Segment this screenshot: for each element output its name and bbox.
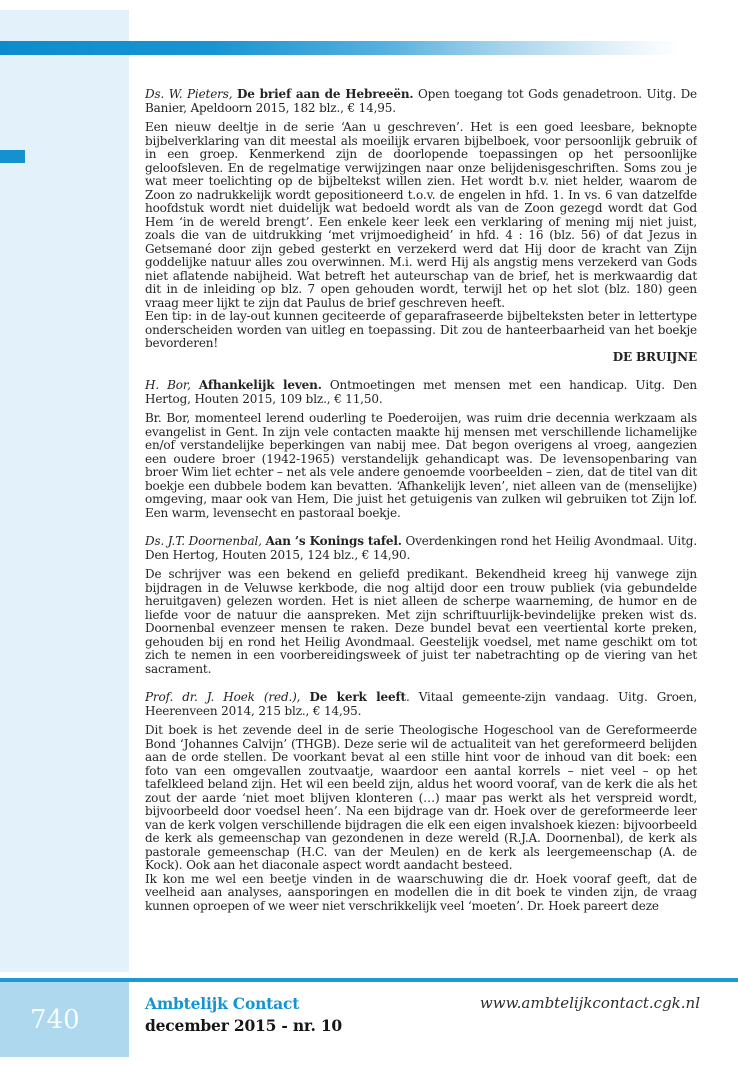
review-subtitle-publisher: Ontmoetingen met mensen met een handicap. Uitg. Den Hertog, Houten 2015, 109 blz., € 11,50.	[145, 378, 697, 406]
review-item	[145, 379, 697, 520]
page-number: 740	[30, 1004, 80, 1035]
journal-title: Ambtelijk Contact	[145, 994, 300, 1013]
journal-website: www.ambtelijkcontact.cgk.nl	[479, 994, 700, 1012]
review-paragraph: Een nieuw deeltje in de serie ‘Aan u geschreven’. Het is een goed leesbare, beknopte bijbelverklaring van dit meestal als moeilijk ervaren bijbelboek, voor persoonlijk gebruik of in een groep. Kenmerkend zijn de doorlopende toepassingen op het persoonlijke geloofsleven. En de regelmatige verwijzingen naar onze belijdenisgeschriften. Soms zou je wat meer toelichting op de bijbeltekst willen zien. Het wordt b.v. niet helder, waarom de Zoon zo nadrukkelijk wordt gepositioneerd t.o.v. de engelen in hfd. 1. In vs. 6 van datzelfde hoofdstuk wordt niet duidelijk wat bedoeld wordt als van de Zoon gezegd wordt dat God Hem ‘in de wereld brengt’. Een enkele keer leek een verklaring of mening mij niet juist, zoals die van de uitdrukking ‘met vrijmoedigheid’ in hfd. 4 : 16 (blz. 56) of dat Jezus in Getsemané door zijn gebed gesterkt en verzekerd werd dat Hij door de kracht van Zijn goddelijke natuur alles zou overwinnen. M.i. werd Hij als angstig mens verzekerd van Gods niet aflatende nabijheid. Wat betreft het auteurschap van de brief, het is merkwaardig dat dit in de inleiding op blz. 7 open gehouden wordt, terwijl het op het slot (blz. 180) geen vraag meer lijkt te zijn dat Paulus de brief geschreven heeft.	[145, 120, 697, 310]
review-paragraph: Dit boek is het zevende deel in de serie Theologische Hogeschool van de Gereformeerde Bond ‘Johannes Calvijn’ (THGB). Deze serie wil de actualiteit van het gereformeerd belijden aan de orde stellen. De voorkant bevat al een stille hint voor de inhoud van dit boek: een foto van een omgevallen zoutvaatje, waardoor een aantal korrels – niet veel – op het tafelkleed beland zijn. Het wil een beeld zijn, aldus het woord vooraf, van de kerk die als het zout der aarde ‘niet moet blijven klonteren (…) maar pas werkt als het verspreid wordt, bijvoorbeeld door voedsel heen’. Na een bijdrage van dr. Hoek over de gereformeerde leer van de kerk volgen verschillende bijdragen die elk een eigen invalshoek kiezen: bijvoorbeeld de kerk als gemeenschap van gezondenen in deze wereld (R.J.A. Doornenbal), de kerk als pastorale gemeenschap (H.C. van der Meulen) en de kerk als leergemeenschap (A. de Kock). Ook aan het diaconale aspect wordt aandacht besteed.	[145, 723, 697, 872]
book-reviews-column	[145, 88, 697, 978]
review-item	[145, 691, 697, 913]
review-author: H. Bor,	[145, 378, 191, 392]
review-author: Prof. dr. J. Hoek (red.),	[145, 690, 301, 704]
review-subtitle-publisher: Open toegang tot Gods genadetroon. Uitg. De Banier, Apeldoorn 2015, 182 blz., € 14,95.	[145, 88, 697, 115]
review-heading	[145, 379, 697, 406]
review-heading	[145, 691, 697, 718]
review-body	[145, 568, 697, 676]
book-title: De kerk leeft	[309, 690, 406, 704]
review-paragraph: Br. Bor, momenteel lerend ouderling te Poederoijen, was ruim drie decennia werkzaam als evangelist in Gent. In zijn vele contacten maakte hij mensen met verschillende lichamelijke en/of verstandelijke beperkingen van nabij mee. Dat begon overigens al vroeg, aangezien een oudere broer (1942-1965) verstandelijk gehandicapt was. De levensopenbaring van broer Wim liet echter – net als vele andere genoemde voorbeelden – zien, dat de titel van dit boekje een dubbele bodem kan bevatten. ‘Afhankelijk leven’, niet alleen van de (menselijke) omgeving, maar ook van Hem, Die juist het getuigenis van zulken wil gebruiken tot Zijn lof. Een warm, levensecht en pastoraal boekje.	[145, 411, 697, 520]
book-title: Aan ’s Konings tafel.	[265, 534, 402, 548]
review-author: Ds. J.T. Doornenbal,	[145, 534, 262, 548]
review-body	[145, 121, 697, 351]
book-title: Afhankelijk leven.	[198, 378, 322, 392]
review-paragraph: Ik kon me wel een beetje vinden in de waarschuwing die dr. Hoek vooraf geeft, dat de veelheid aan analyses, aansporingen en modellen die in dit boek te vinden zijn, de vraag kunnen oproepen of we weer niet verschrikkelijk veel ‘moeten’. Dr. Hoek pareert deze	[145, 871, 697, 913]
review-heading	[145, 535, 697, 562]
review-body	[145, 724, 697, 913]
review-subtitle-publisher: Overdenkingen rond het Heilig Avondmaal. Uitg. Den Hertog, Houten 2015, 124 blz., € 14,90.	[145, 534, 697, 562]
reviewer-signature: DE BRUIJNE	[612, 349, 697, 364]
header-gradient-stripe	[0, 41, 700, 55]
review-item	[145, 88, 697, 364]
review-paragraph: De schrijver was een bekend en geliefd predikant. Bekendheid kreeg hij vanwege zijn bijdragen in de Veluwse kerkbode, die nog altijd door een trouw publiek (via gebundelde heruitgaven) gelezen worden. Het is niet alleen de scherpe waarneming, de humor en de liefde voor de natuur die aanspreken. Met zijn schriftuurlijk-bevindelijke preken wist ds. Doornenbal evenzeer mensen te raken. Deze bundel bevat een veertiental korte preken, gehouden bij en rond het Heilig Avondmaal. Geestelijk voedsel, met name geschikt om tot zich te nemen in een voorbereidingsweek of juist ter nabetrachting op de viering van het sacrament.	[145, 567, 697, 676]
review-author: Ds. W. Pieters,	[145, 88, 233, 101]
issue-label: december 2015 - nr. 10	[145, 1016, 343, 1035]
review-subtitle-publisher: . Vitaal gemeente-zijn vandaag. Uitg. Groen, Heerenveen 2014, 215 blz., € 14,95.	[145, 690, 697, 718]
review-body	[145, 412, 697, 520]
review-heading	[145, 88, 697, 115]
review-item	[145, 535, 697, 676]
book-title: De brief aan de Hebreeën.	[237, 88, 414, 101]
review-paragraph: Een tip: in de lay-out kunnen geciteerde of geparafraseerde bijbelteksten beter in lettertype onderscheiden worden van uitleg en toepassing. Dit zou de hanteerbaarheid van het boekje bevorderen!	[145, 309, 697, 350]
page-number-block	[0, 982, 129, 1057]
left-margin-marker	[0, 150, 25, 163]
